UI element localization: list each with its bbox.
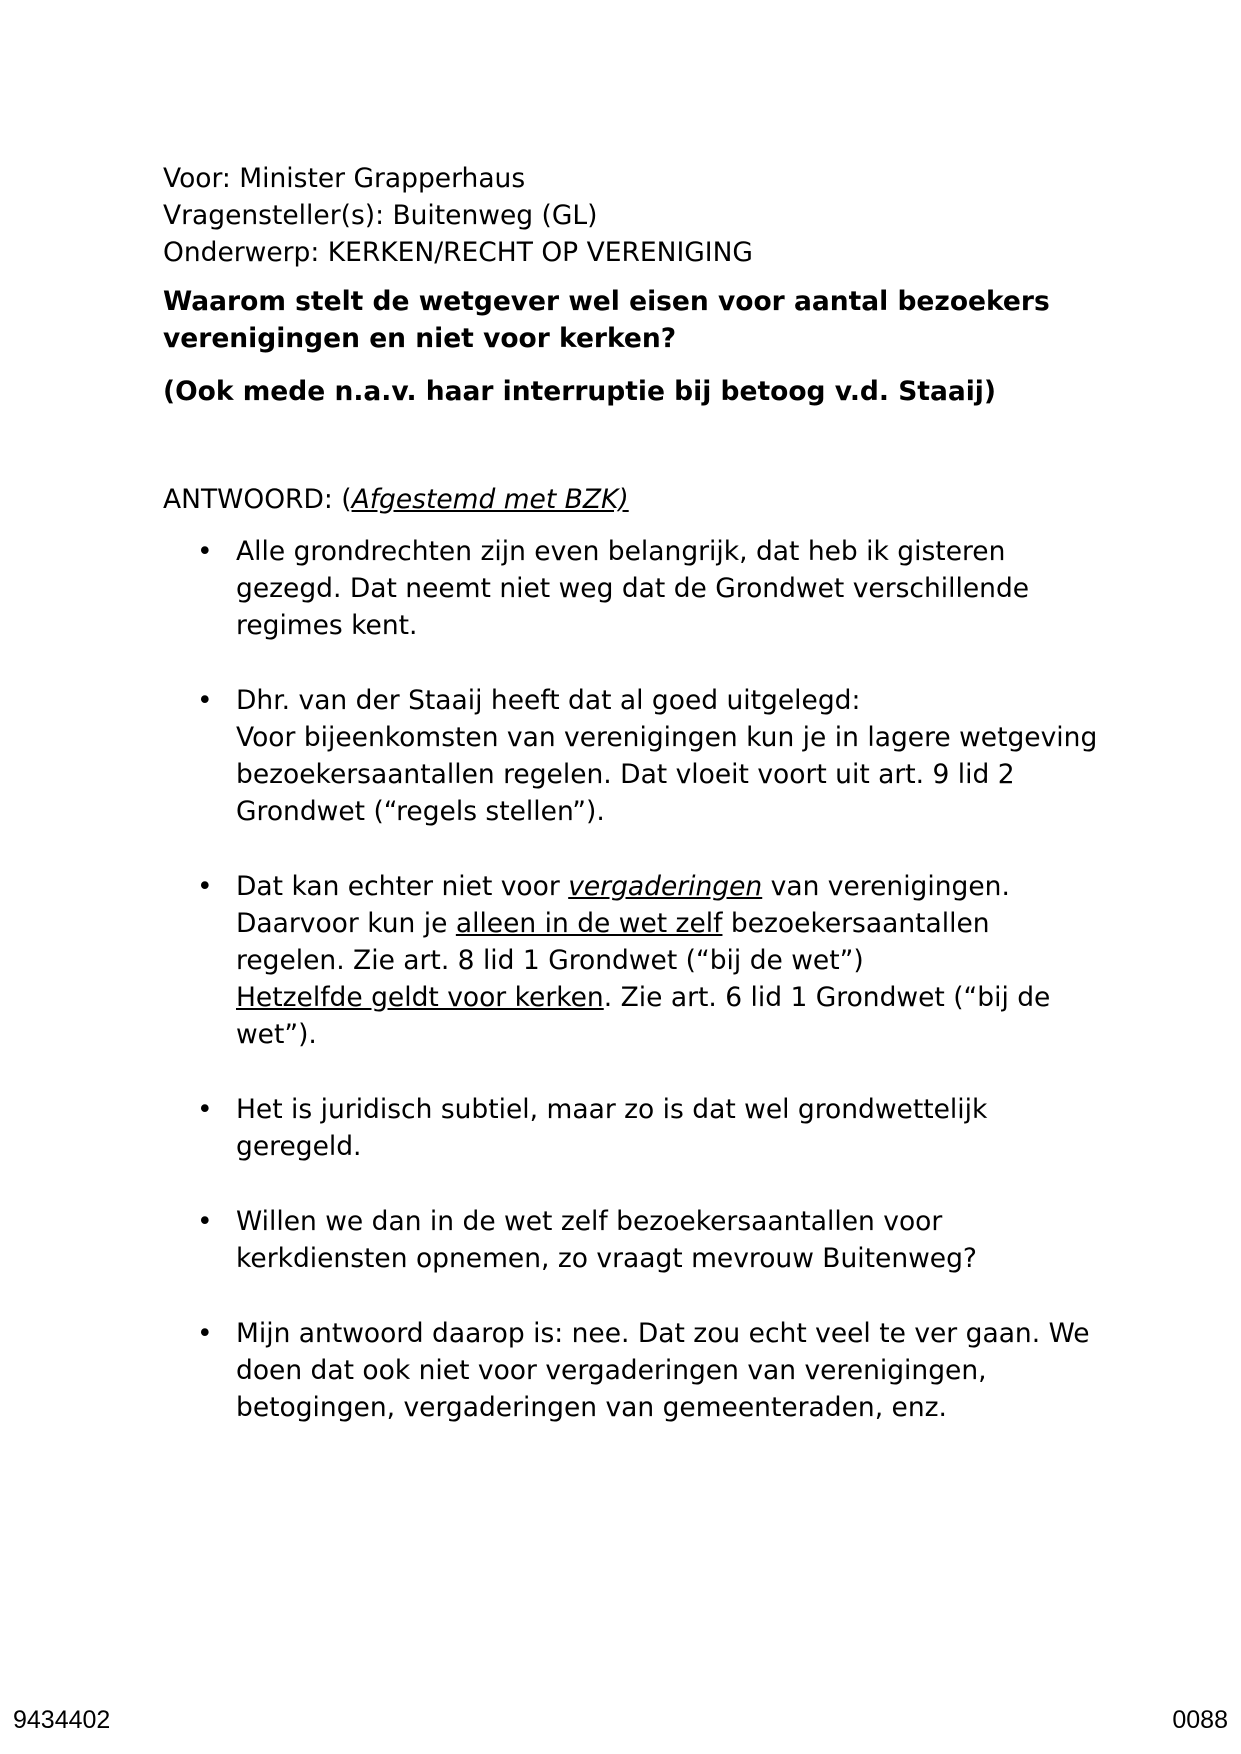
answer-note: Afgestemd met BZK) <box>351 484 629 515</box>
list-item <box>163 1091 1103 1165</box>
list-item <box>163 1203 1103 1277</box>
bullet-icon: • <box>197 1206 213 1237</box>
emphasis-vergaderingen: vergaderingen <box>568 871 763 902</box>
bullet-text: Mijn antwoord daarop is: nee. Dat zou echt veel te ver gaan. We doen dat ook niet voor vergaderingen van verenigingen, betogingen, vergaderingen van gemeenteraden, enz. <box>236 1318 1090 1423</box>
bullet-text-line2: Voor bijeenkomsten van verenigingen kun je in lagere wetgeving bezoekersaantallen regelen. Dat vloeit voort uit art. 9 lid 2 Grondwet (“regels stellen”). <box>236 722 1098 827</box>
answer-bullet-list <box>163 533 1103 1426</box>
bullet-text: . Zie art. 6 lid 1 Grondwet (“bij de wet”). <box>236 982 1051 1050</box>
list-item <box>163 682 1103 830</box>
answer-label: ANTWOORD: ( <box>163 484 352 515</box>
questioner-line: Vragensteller(s): Buitenweg (GL) <box>163 200 598 231</box>
recipient-line: Voor: Minister Grapperhaus <box>163 163 526 194</box>
bullet-icon: • <box>197 1318 213 1349</box>
list-item <box>163 868 1103 1053</box>
bullet-text: bezoekersaantallen regelen. Zie art. 8 lid 1 Grondwet (“bij de wet”) <box>236 908 990 976</box>
bullet-text-line1: Dhr. van der Staaij heeft dat al goed uitgelegd: <box>236 685 861 716</box>
document-body <box>163 160 1103 1464</box>
subject-line: Onderwerp: KERKEN/RECHT OP VERENIGING <box>163 237 753 268</box>
list-item <box>163 533 1103 644</box>
bullet-text: Dat kan echter niet voor <box>236 871 569 902</box>
emphasis-kerken: Hetzelfde geldt voor kerken <box>236 982 604 1013</box>
bullet-icon: • <box>197 1094 213 1125</box>
bullet-text: van verenigingen. Daarvoor kun je <box>236 871 1010 939</box>
list-item <box>163 1315 1103 1426</box>
bullet-text: Alle grondrechten zijn even belangrijk, dat heb ik gisteren gezegd. Dat neemt niet weg dat de Grondwet verschillende regimes kent. <box>236 536 1030 641</box>
bullet-icon: • <box>197 685 213 716</box>
document-number: 9434402 <box>13 1706 111 1734</box>
answer-heading <box>163 481 1103 518</box>
page-number: 0088 <box>1172 1706 1228 1734</box>
bullet-text: Willen we dan in de wet zelf bezoekersaantallen voor kerkdiensten opnemen, zo vraagt mevrouw Buitenweg? <box>236 1206 977 1274</box>
question-note: (Ook mede n.a.v. haar interruptie bij betoog v.d. Staaij) <box>163 376 996 407</box>
bullet-text: Het is juridisch subtiel, maar zo is dat wel grondwettelijk geregeld. <box>236 1094 988 1162</box>
bullet-icon: • <box>197 536 213 567</box>
question-text: Waarom stelt de wetgever wel eisen voor aantal bezoekers verenigingen en niet voor kerken? <box>163 286 1050 354</box>
emphasis-wet-zelf: alleen in de wet zelf <box>455 908 723 939</box>
bullet-icon: • <box>197 871 213 902</box>
